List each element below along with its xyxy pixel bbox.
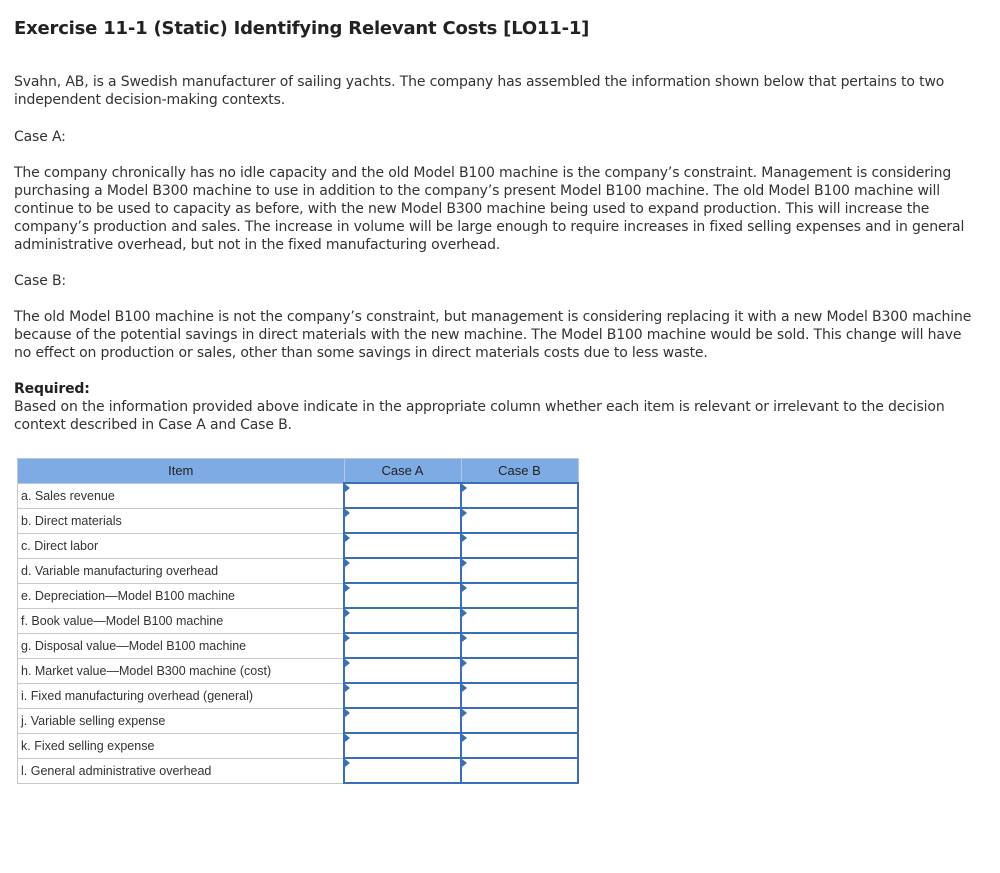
case-b-dropdown[interactable] <box>461 608 578 633</box>
case-b-dropdown[interactable] <box>461 683 578 708</box>
intro-paragraph: Svahn, AB, is a Swedish manufacturer of sailing yachts. The company has assembled the information shown below that pertains to two independent decision-making contexts. <box>14 74 945 108</box>
dropdown-marker-icon <box>462 584 467 592</box>
item-label: d. Variable manufacturing overhead <box>18 558 345 583</box>
case-b-dropdown[interactable] <box>461 583 578 608</box>
table-row <box>18 683 579 708</box>
dropdown-marker-icon <box>462 734 467 742</box>
dropdown-marker-icon <box>345 634 350 642</box>
case-b-dropdown[interactable] <box>461 483 578 508</box>
required-instructions: Based on the information provided above indicate in the appropriate column whether each item is relevant or irrelevant to the decision context described in Case A and Case B. <box>14 399 945 433</box>
case-b-dropdown[interactable] <box>461 733 578 758</box>
table-row <box>18 633 579 658</box>
table-row <box>18 583 579 608</box>
case-b-dropdown[interactable] <box>461 633 578 658</box>
dropdown-marker-icon <box>345 509 350 517</box>
dropdown-marker-icon <box>345 484 350 492</box>
header-case-b: Case B <box>461 459 578 484</box>
case-a-description: The company chronically has no idle capacity and the old Model B100 machine is the company’s constraint. Management is considering purchasing a Model B300 machine to use in addition to the company’s present Model B100 machine. The old Model B100 machine will continue to be used to capacity as before, with the new Model B300 machine being used to expand production. This will increase the company’s production and sales. The increase in volume will be large enough to require increases in fixed selling expenses and in general administrative overhead, but not in the fixed manufacturing overhead. <box>14 165 965 253</box>
item-label: i. Fixed manufacturing overhead (general) <box>18 683 345 708</box>
dropdown-marker-icon <box>462 634 467 642</box>
case-a-dropdown[interactable] <box>344 558 461 583</box>
dropdown-marker-icon <box>345 609 350 617</box>
dropdown-marker-icon <box>462 509 467 517</box>
item-label: f. Book value—Model B100 machine <box>18 608 345 633</box>
dropdown-marker-icon <box>462 759 467 767</box>
case-a-dropdown[interactable] <box>344 483 461 508</box>
dropdown-marker-icon <box>345 584 350 592</box>
dropdown-marker-icon <box>462 684 467 692</box>
case-a-dropdown[interactable] <box>344 633 461 658</box>
case-a-dropdown[interactable] <box>344 708 461 733</box>
required-label: Required: <box>14 381 90 397</box>
table-row <box>18 558 579 583</box>
header-case-a: Case A <box>344 459 461 484</box>
exercise-content <box>14 18 974 433</box>
dropdown-marker-icon <box>345 759 350 767</box>
dropdown-marker-icon <box>345 684 350 692</box>
dropdown-marker-icon <box>345 709 350 717</box>
case-b-label: Case B: <box>14 273 66 289</box>
dropdown-marker-icon <box>345 559 350 567</box>
dropdown-marker-icon <box>462 484 467 492</box>
dropdown-marker-icon <box>462 709 467 717</box>
case-b-dropdown[interactable] <box>461 533 578 558</box>
case-b-dropdown[interactable] <box>461 658 578 683</box>
dropdown-marker-icon <box>462 659 467 667</box>
item-label: a. Sales revenue <box>18 483 345 508</box>
case-a-dropdown[interactable] <box>344 683 461 708</box>
dropdown-marker-icon <box>345 534 350 542</box>
item-label: j. Variable selling expense <box>18 708 345 733</box>
case-b-description: The old Model B100 machine is not the company’s constraint, but management is considering replacing it with a new Model B300 machine because of the potential savings in direct materials with the new machine. The Model B100 machine would be sold. This change will have no effect on production or sales, other than some savings in direct materials costs due to less waste. <box>14 309 972 361</box>
case-a-dropdown[interactable] <box>344 583 461 608</box>
case-b-dropdown[interactable] <box>461 708 578 733</box>
relevance-table <box>17 458 579 784</box>
case-a-dropdown[interactable] <box>344 608 461 633</box>
dropdown-marker-icon <box>462 609 467 617</box>
case-b-dropdown[interactable] <box>461 508 578 533</box>
item-label: e. Depreciation—Model B100 machine <box>18 583 345 608</box>
table-row <box>18 708 579 733</box>
case-a-dropdown[interactable] <box>344 758 461 783</box>
item-label: c. Direct labor <box>18 533 345 558</box>
table-row <box>18 533 579 558</box>
case-a-dropdown[interactable] <box>344 508 461 533</box>
case-a-dropdown[interactable] <box>344 733 461 758</box>
dropdown-marker-icon <box>462 559 467 567</box>
table-header-row <box>18 459 579 484</box>
item-label: g. Disposal value—Model B100 machine <box>18 633 345 658</box>
table-row <box>18 733 579 758</box>
dropdown-marker-icon <box>462 534 467 542</box>
item-label: h. Market value—Model B300 machine (cost) <box>18 658 345 683</box>
dropdown-marker-icon <box>345 734 350 742</box>
header-item: Item <box>18 459 345 484</box>
page-title: Exercise 11-1 (Static) Identifying Relevant Costs [LO11-1] <box>14 18 590 39</box>
item-label: b. Direct materials <box>18 508 345 533</box>
table-row <box>18 483 579 508</box>
case-a-dropdown[interactable] <box>344 658 461 683</box>
item-label: l. General administrative overhead <box>18 758 345 783</box>
item-label: k. Fixed selling expense <box>18 733 345 758</box>
case-a-dropdown[interactable] <box>344 533 461 558</box>
table-row <box>18 658 579 683</box>
case-a-label: Case A: <box>14 129 66 145</box>
case-b-dropdown[interactable] <box>461 758 578 783</box>
table-row <box>18 508 579 533</box>
table-row <box>18 608 579 633</box>
dropdown-marker-icon <box>345 659 350 667</box>
table-row <box>18 758 579 783</box>
case-b-dropdown[interactable] <box>461 558 578 583</box>
